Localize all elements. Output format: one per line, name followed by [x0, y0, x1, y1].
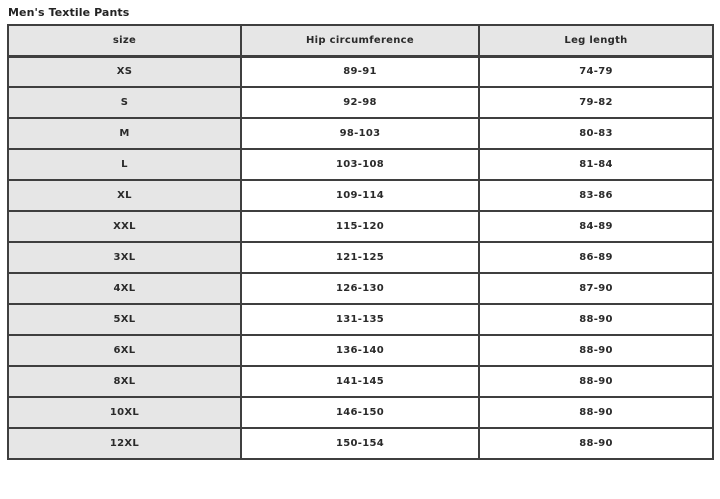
- table-header: [8, 25, 713, 56]
- leg-length-cell: 80-83: [479, 118, 713, 149]
- leg-length-cell: 87-90: [479, 273, 713, 304]
- leg-length-cell: 88-90: [479, 428, 713, 459]
- table-row: [8, 397, 713, 428]
- size-cell: 6XL: [8, 335, 241, 366]
- size-cell: L: [8, 149, 241, 180]
- hip-circumference-cell: 131-135: [241, 304, 479, 335]
- hip-circumference-cell: 146-150: [241, 397, 479, 428]
- table-row: [8, 56, 713, 87]
- size-cell: 10XL: [8, 397, 241, 428]
- hip-circumference-cell: 121-125: [241, 242, 479, 273]
- leg-length-cell: 88-90: [479, 304, 713, 335]
- table-row: [8, 149, 713, 180]
- table-row: [8, 366, 713, 397]
- size-cell: S: [8, 87, 241, 118]
- hip-circumference-cell: 89-91: [241, 56, 479, 87]
- hip-circumference-cell: 115-120: [241, 211, 479, 242]
- size-cell: XS: [8, 56, 241, 87]
- leg-length-cell: 88-90: [479, 366, 713, 397]
- table-row: [8, 211, 713, 242]
- hip-circumference-cell: 136-140: [241, 335, 479, 366]
- hip-circumference-cell: 92-98: [241, 87, 479, 118]
- table-row: [8, 428, 713, 459]
- leg-length-cell: 81-84: [479, 149, 713, 180]
- leg-length-cell: 84-89: [479, 211, 713, 242]
- leg-length-cell: 74-79: [479, 56, 713, 87]
- hip-circumference-cell: 98-103: [241, 118, 479, 149]
- size-chart-table: [7, 24, 714, 460]
- table-row: [8, 180, 713, 211]
- size-cell: 5XL: [8, 304, 241, 335]
- table-row: [8, 273, 713, 304]
- size-cell: XL: [8, 180, 241, 211]
- table-row: [8, 118, 713, 149]
- hip-circumference-cell: 103-108: [241, 149, 479, 180]
- hip-circumference-cell: 141-145: [241, 366, 479, 397]
- hip-circumference-cell: 126-130: [241, 273, 479, 304]
- hip-circumference-cell: 109-114: [241, 180, 479, 211]
- leg-length-cell: 83-86: [479, 180, 713, 211]
- table-row: [8, 335, 713, 366]
- header-row: [8, 25, 713, 56]
- column-header-hip-circumference: Hip circumference: [241, 25, 479, 56]
- hip-circumference-cell: 150-154: [241, 428, 479, 459]
- leg-length-cell: 86-89: [479, 242, 713, 273]
- table-row: [8, 87, 713, 118]
- leg-length-cell: 88-90: [479, 335, 713, 366]
- table-row: [8, 242, 713, 273]
- size-cell: XXL: [8, 211, 241, 242]
- column-header-size: size: [8, 25, 241, 56]
- size-cell: 12XL: [8, 428, 241, 459]
- table-row: [8, 304, 713, 335]
- leg-length-cell: 88-90: [479, 397, 713, 428]
- table-body: [8, 56, 713, 459]
- size-cell: M: [8, 118, 241, 149]
- size-cell: 8XL: [8, 366, 241, 397]
- size-cell: 4XL: [8, 273, 241, 304]
- column-header-leg-length: Leg length: [479, 25, 713, 56]
- leg-length-cell: 79-82: [479, 87, 713, 118]
- size-cell: 3XL: [8, 242, 241, 273]
- page-title: Men's Textile Pants: [8, 6, 130, 19]
